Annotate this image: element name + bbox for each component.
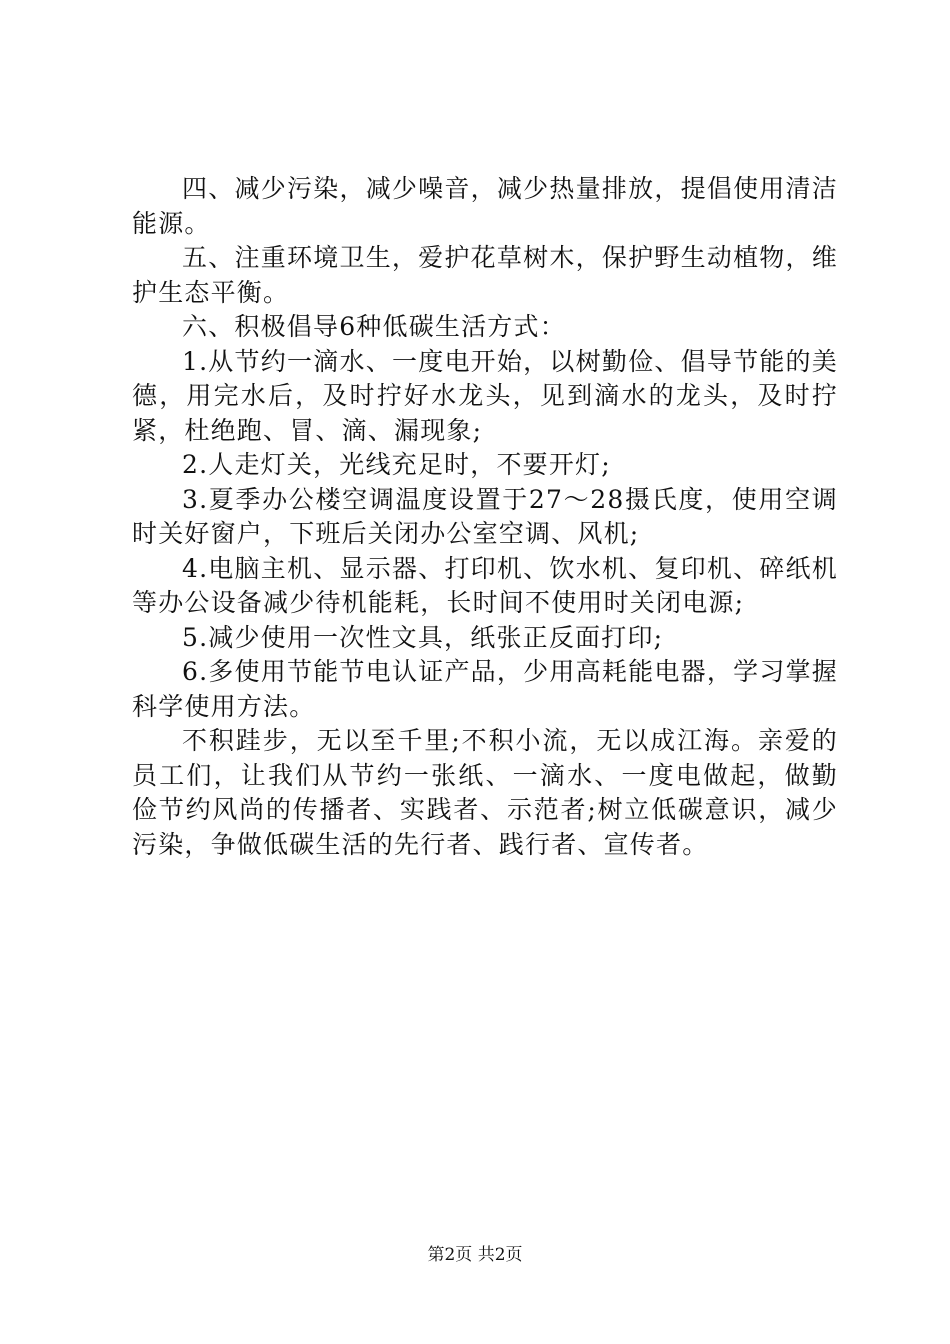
paragraph-closing-appeal: 不积跬步，无以至千里;不积小流，无以成江海。亲爱的员工们，让我们从节约一张纸、一滴水、一度电做起，做勤俭节约风尚的传播者、实践者、示范者;树立低碳意识，减少污染，争做低碳生活的先行者、践行者、宣传者。	[132, 726, 838, 859]
list-item-lights-off: 2.人走灯关，光线充足时，不要开灯;	[182, 450, 611, 479]
list-item-stationery: 5.减少使用一次性文具，纸张正反面打印;	[182, 622, 664, 652]
document-body	[132, 172, 838, 862]
paragraph-reduce-pollution: 四、减少污染，减少噪音，减少热量排放，提倡使用清洁能源。	[132, 174, 838, 238]
list-item-air-conditioning: 3.夏季办公楼空调温度设置于27～28摄氏度，使用空调时关好窗户，下班后关闭办公室空调、风机;	[132, 484, 838, 548]
list-item-energy-saving-products: 6.多使用节能节电认证产品，少用高耗能电器，学习掌握科学使用方法。	[132, 657, 838, 721]
page-number-footer: 第2页 共2页	[427, 1245, 523, 1265]
paragraph-environment-hygiene: 五、注重环境卫生，爱护花草树木，保护野生动植物，维护生态平衡。	[132, 243, 838, 307]
list-item-office-equipment: 4.电脑主机、显示器、打印机、饮水机、复印机、碎纸机等办公设备减少待机能耗，长时间不使用时关闭电源;	[132, 553, 838, 617]
paragraph-low-carbon-intro: 六、积极倡导6种低碳生活方式：	[182, 312, 566, 341]
list-item-save-water: 1.从节约一滴水、一度电开始，以树勤俭、倡导节能的美德，用完水后，及时拧好水龙头，见到滴水的龙头，及时拧紧，杜绝跑、冒、滴、漏现象;	[132, 346, 838, 445]
